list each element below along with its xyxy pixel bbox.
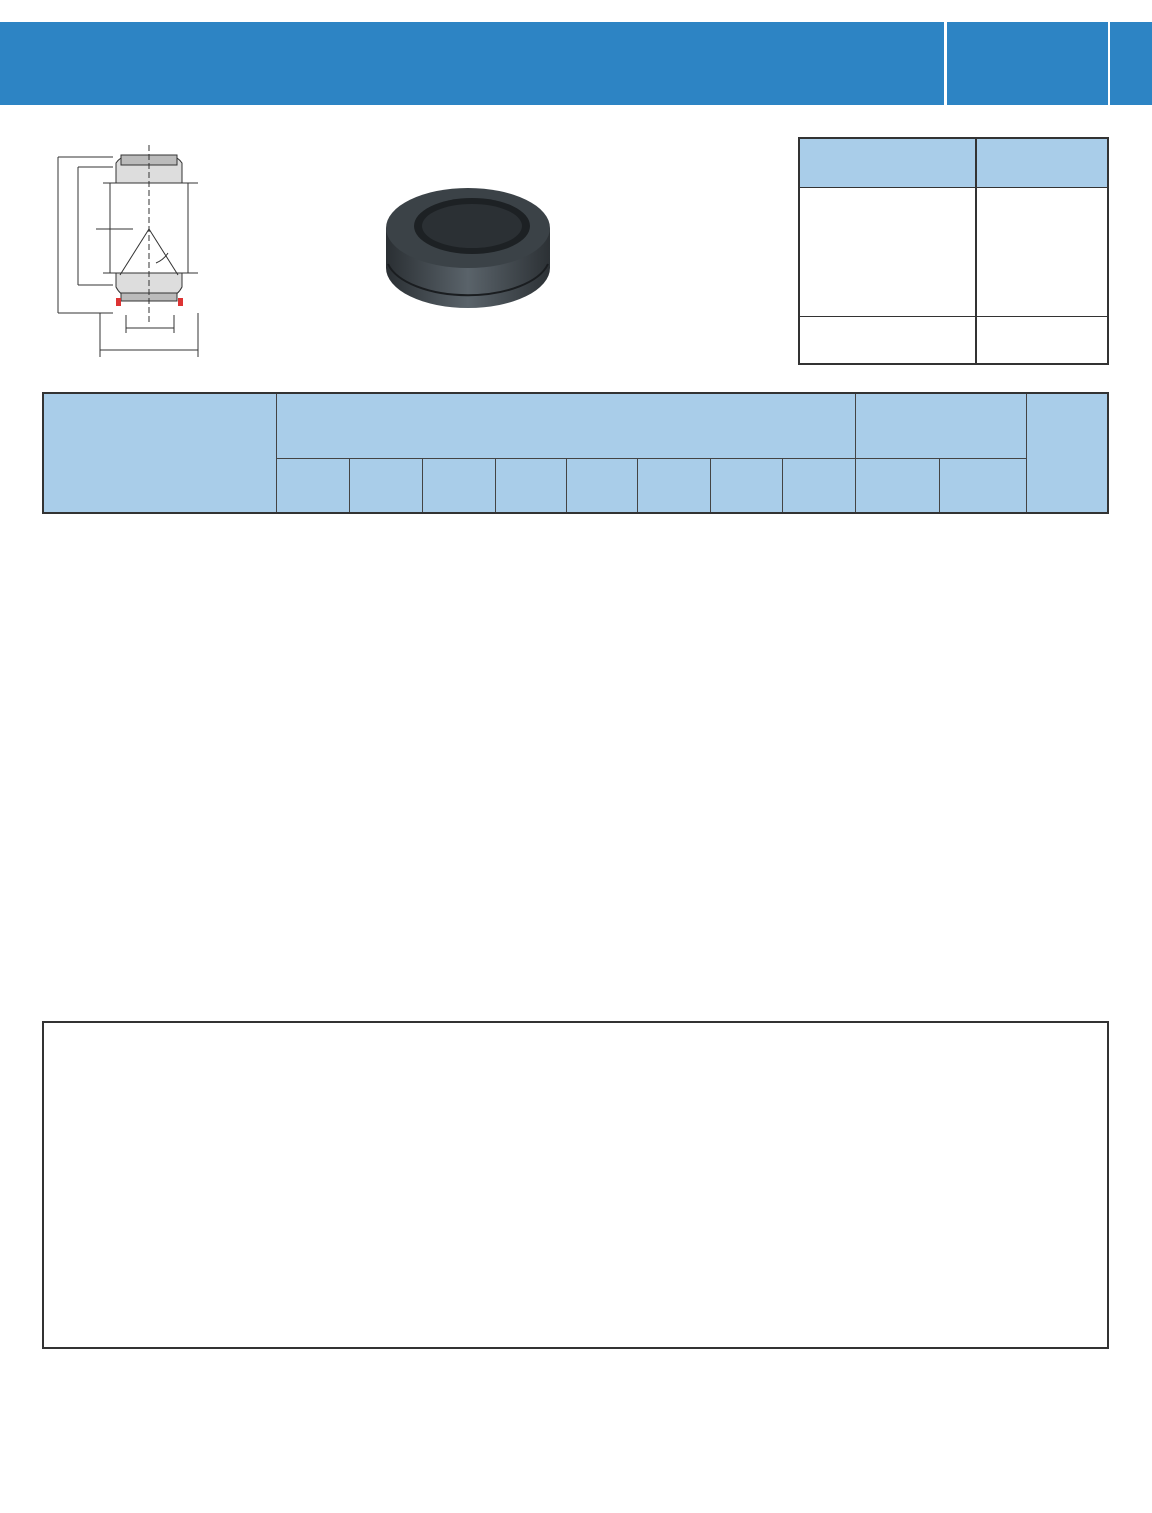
col-dk [566, 458, 637, 513]
header-banner [0, 22, 1152, 105]
bearing-photo [378, 168, 558, 316]
seal-left-marker [116, 298, 121, 306]
sliding-surface-label [800, 317, 975, 324]
dimensions-table [42, 392, 1109, 514]
header-title-panel [0, 22, 944, 105]
outer-ring-header [976, 139, 1107, 187]
load-rating-header [855, 393, 1026, 458]
inner-ring-header [800, 139, 975, 187]
tolerance-table [42, 1021, 1109, 1349]
sliding-surface-value [976, 317, 1107, 348]
materials-table [798, 137, 1109, 365]
header-code-panel [947, 22, 1108, 105]
col-d [276, 458, 349, 513]
bearing-cross-section-drawing [38, 135, 358, 365]
header-edge-strip [1110, 22, 1152, 105]
col-r1s [637, 458, 710, 513]
col-D [349, 458, 422, 513]
outer-ring-spec [976, 187, 1107, 315]
col-static [939, 458, 1026, 513]
weight-header [1026, 393, 1108, 513]
part-no-header [43, 393, 276, 513]
dimensions-header [276, 393, 855, 458]
col-B [422, 458, 495, 513]
inner-ring-spec [800, 187, 975, 315]
col-dynamic [855, 458, 939, 513]
col-alpha [782, 458, 855, 513]
seal-right-marker [178, 298, 183, 306]
col-C [495, 458, 566, 513]
col-r2s [710, 458, 782, 513]
